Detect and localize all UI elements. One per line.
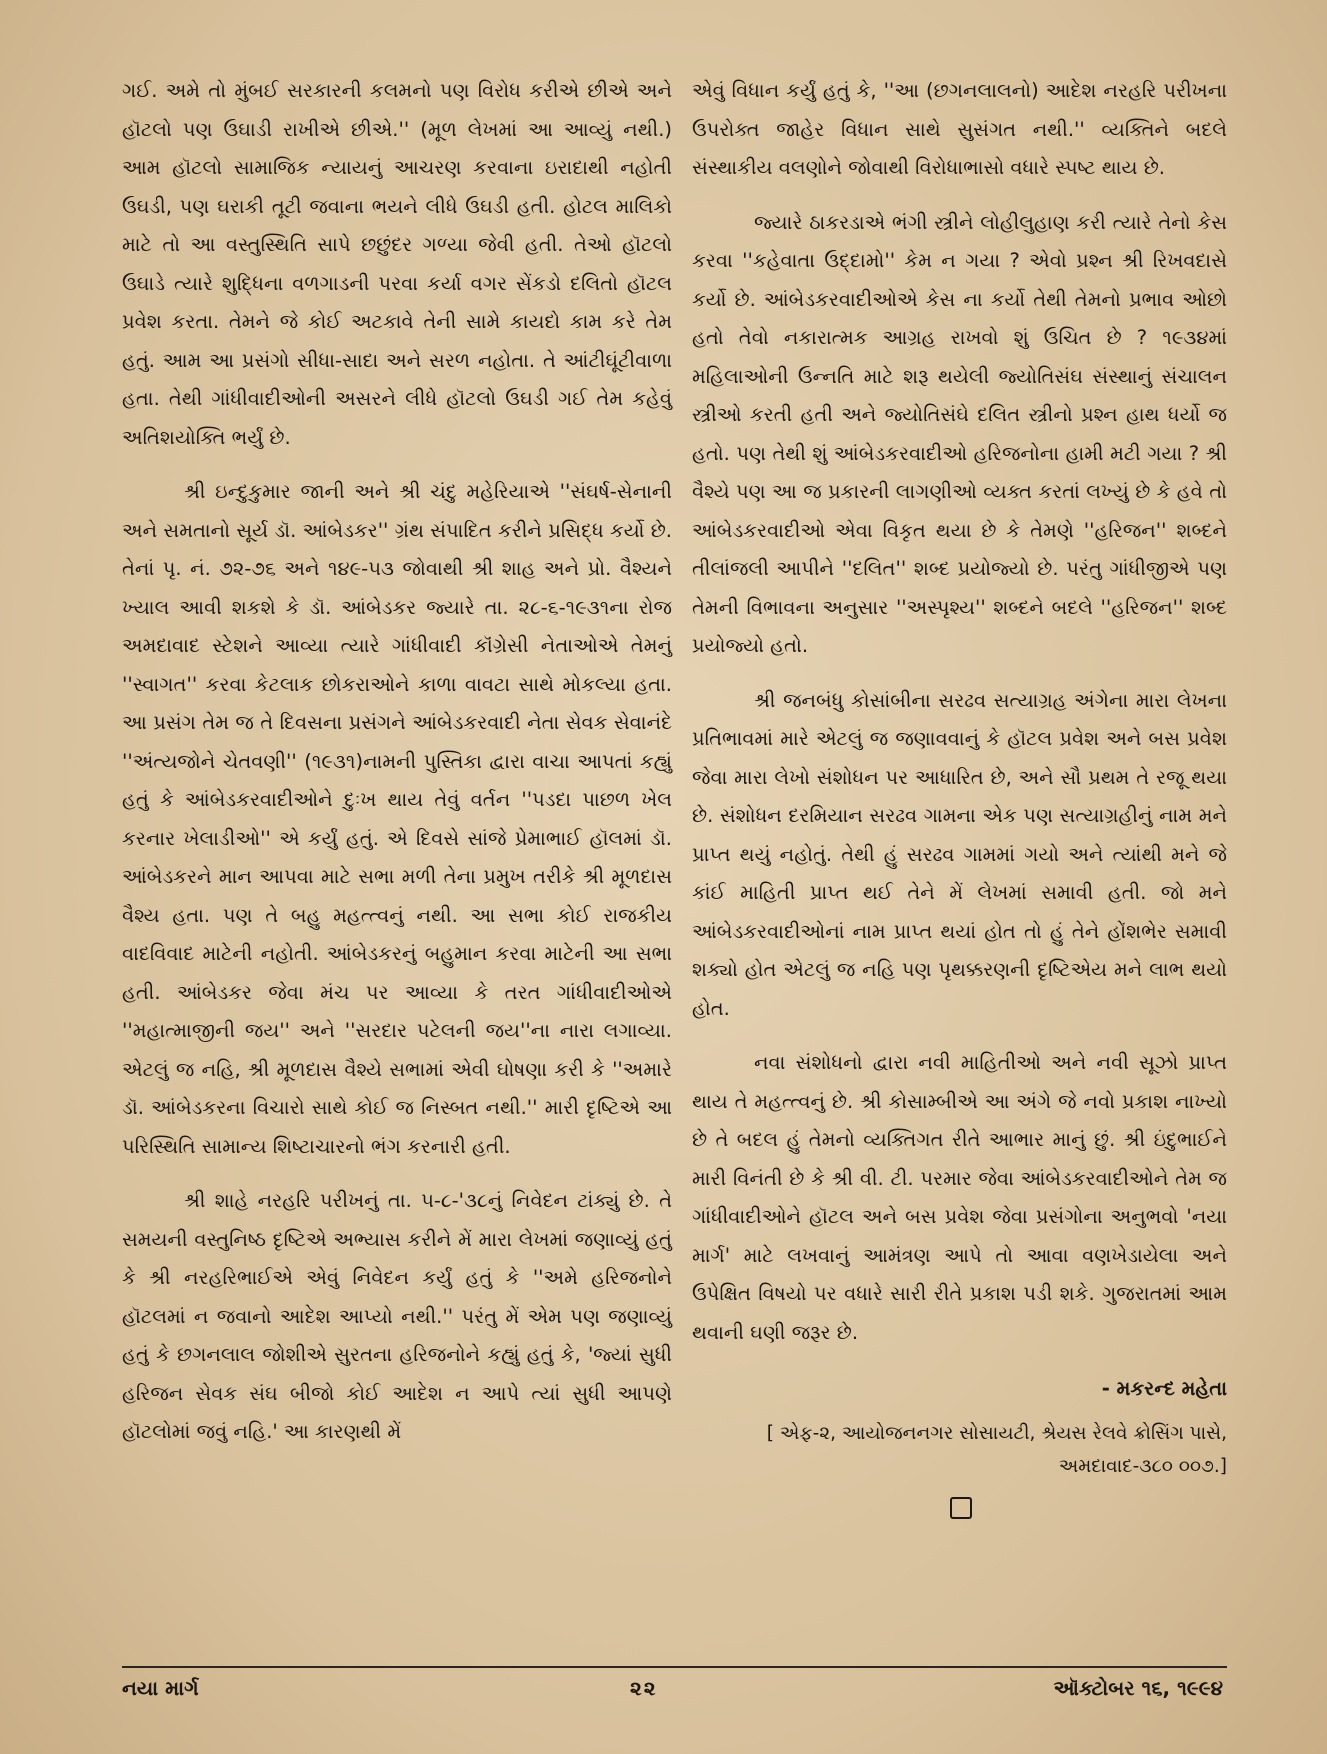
- right-column: [692, 72, 1227, 1519]
- footer-magazine-name: નયા માર્ગ: [122, 1676, 199, 1700]
- left-paragraph-2: શ્રી ઇન્દુકુમાર જાની અને શ્રી ચંદુ મહેરિયાએ ''સંઘર્ષ-સેનાની અને સમતાનો સૂર્ય ડૉ. આંબેડકર'' ગ્રંથ સંપાદિત કરીને પ્રસિદ્ધ કર્યો છે. તેનાં પૃ. નં. ૭૨-૭૬ અને ૧૪૯-૫૩ જોવાથી શ્રી શાહ અને પ્રો. વૈશ્યને ખ્યાલ આવી શકશે કે ડૉ. આંબેડકર જ્યારે તા. ૨૮-૬-૧૯૩૧ના રોજ અમદાવાદ સ્ટેશને આવ્યા ત્યારે ગાંધીવાદી કૉંગ્રેસી નેતાઓએ તેમનું ''સ્વાગત'' કરવા કેટલાક છોકરાઓને કાળા વાવટા સાથે મોકલ્યા હતા. આ પ્રસંગ તેમ જ તે દિવસના પ્રસંગને આંબેડકરવાદી નેતા સેવક સેવાનંદે ''અંત્યજોને ચેતવણી'' (૧૯૩૧)નામની પુસ્તિકા દ્વારા વાચા આપતાં કહ્યું હતું કે આંબેડકરવાદીઓને દુઃખ થાય તેવું વર્તન ''પડદા પાછળ ખેલ કરનાર ખેલાડીઓ'' એ કર્યું હતું. એ દિવસે સાંજે પ્રેમાભાઈ હૉલમાં ડૉ. આંબેડકરને માન આપવા માટે સભા મળી તેના પ્રમુખ તરીકે શ્રી મૂળદાસ વૈશ્ય હતા. પણ તે બહુ મહત્ત્વનું નથી. આ સભા કોઈ રાજકીય વાદવિવાદ માટેની નહોતી. આંબેડકરનું બહુમાન કરવા માટેની આ સભા હતી. આંબેડકર જેવા મંચ પર આવ્યા કે તરત ગાંધીવાદીઓએ ''મહાત્માજીની જય'' અને ''સરદાર પટેલની જય''ના નારા લગાવ્યા. એટલું જ નહિ, શ્રી મૂળદાસ વૈશ્યે સભામાં એવી ઘોષણા કરી કે ''અમારે ડૉ. આંબેડકરના વિચારો સાથે કોઈ જ નિસ્બત નથી.'' મારી દૃષ્ટિએ આ પરિસ્થિતિ સામાન્ય શિષ્ટાચારનો ભંગ કરનારી હતી.: [122, 480, 672, 1158]
- left-paragraph-3: શ્રી શાહે નરહરિ પરીખનું તા. ૫-૮-'૩૮નું નિવેદન ટાંક્યું છે. તે સમયની વસ્તુનિષ્ઠ દૃષ્ટિએ અભ્યાસ કરીને મેં મારા લેખમાં જણાવ્યું હતું કે શ્રી નરહરિભાઈએ એવું નિવેદન કર્યું હતું કે ''અમે હરિજનોને હૉટલમાં ન જવાનો આદેશ આપ્યો નથી.'' પરંતુ મેં એમ પણ જણાવ્યું હતું કે છગનલાલ જોશીએ સુરતના હરિજનોને કહ્યું હતું કે, 'જ્યાં સુધી હરિજન સેવક સંઘ બીજો કોઈ આદેશ ન આપે ત્યાં સુધી આપણે હૉટલોમાં જવું નહિ.' આ કારણથી મેં: [122, 1189, 672, 1443]
- author-address: [692, 1417, 1227, 1483]
- footer-issue-date: ઑક્ટોબર ૧૬, ૧૯૯૪: [1053, 1676, 1223, 1700]
- right-paragraph-4: નવા સંશોધનો દ્વારા નવી માહિતીઓ અને નવી સૂઝો પ્રાપ્ત થાય તે મહત્ત્વનું છે. શ્રી કોસામ્બીએ આ અંગે જે નવો પ્રકાશ નાખ્યો છે તે બદલ હું તેમનો વ્યક્તિગત રીતે આભાર માનું છું. શ્રી ઇંદુભાઈને મારી વિનંતી છે કે શ્રી વી. ટી. પરમાર જેવા આંબેડકરવાદીઓને તેમ જ ગાંધીવાદીઓને હૉટલ અને બસ પ્રવેશ જેવા પ્રસંગોના અનુભવો 'નયા માર્ગ' માટે લખવાનું આમંત્રણ આપે તો આવા વણખેડાયેલા અને ઉપેક્ષિત વિષયો પર વધારે સારી રીતે પ્રકાશ પડી શકે. ગુજરાતમાં આમ થવાની ઘણી જરૂર છે.: [692, 1051, 1227, 1344]
- right-paragraph-2: જ્યારે ઠાકરડાએ ભંગી સ્ત્રીને લોહીલુહાણ કરી ત્યારે તેનો કેસ કરવા ''કહેવાતા ઉદ્દામો'' કેમ ન ગયા ? એવો પ્રશ્ન શ્રી રિખવદાસે કર્યો છે. આંબેડકરવાદીઓએ કેસ ના કર્યો તેથી તેમનો પ્રભાવ ઓછો હતો તેવો નકારાત્મક આગ્રહ રાખવો શું ઉચિત છે ? ૧૯૩૪માં મહિલાઓની ઉન્નતિ માટે શરૂ થયેલી જ્યોતિસંઘ સંસ્થાનું સંચાલન સ્ત્રીઓ કરતી હતી અને જ્યોતિસંઘે દલિત સ્ત્રીનો પ્રશ્ન હાથ ધર્યો જ હતો. પણ તેથી શું આંબેડકરવાદીઓ હરિજનોના હામી મટી ગયા ? શ્રી વૈશ્યે પણ આ જ પ્રકારની લાગણીઓ વ્યક્ત કરતાં લખ્યું છે કે હવે તો આંબેડકરવાદીઓ એવા વિકૃત થયા છે કે તેમણે ''હરિજન'' શબ્દને તીલાંજલી આપીને ''દલિત'' શબ્દ પ્રયોજ્યો છે. પરંતુ ગાંધીજીએ પણ તેમની વિભાવના અનુસાર ''અસ્પૃશ્ય'' શબ્દને બદલે ''હરિજન'' શબ્દ પ્રયોજ્યો હતો.: [692, 210, 1227, 657]
- right-paragraph-3: શ્રી જનબંધુ કોસાંબીના સરઢવ સત્યાગ્રહ અંગેના મારા લેખના પ્રતિભાવમાં મારે એટલું જ જણાવવાનું કે હૉટલ પ્રવેશ અને બસ પ્રવેશ જેવા મારા લેખો સંશોધન પર આધારિત છે, અને સૌ પ્રથમ તે રજૂ થયા છે. સંશોધન દરમિયાન સરઢવ ગામના એક પણ સત્યાગ્રહીનું નામ મને પ્રાપ્ત થયું નહોતું. તેથી હું સરઢવ ગામમાં ગયો અને ત્યાંથી મને જે કાંઈ માહિતી પ્રાપ્ત થઈ તેને મેં લેખમાં સમાવી હતી. જો મને આંબેડકરવાદીઓનાં નામ પ્રાપ્ત થયાં હોત તો હું તેને હોંશભેર સમાવી શક્યો હોત એટલું જ નહિ પણ પૃથક્કરણની દૃષ્ટિએય મને લાભ થયો હોત.: [692, 688, 1227, 1020]
- left-column: [122, 72, 672, 1452]
- footer-page-number: ૨૨: [630, 1676, 658, 1700]
- end-of-article-mark: [950, 1497, 972, 1519]
- footer-divider: [122, 1666, 1227, 1668]
- author-signature: - મકરન્દ મહેતા: [1101, 1377, 1227, 1400]
- address-line-2: અમદાવાદ-૩૮૦ ૦૦૭.]: [1058, 1455, 1227, 1477]
- right-paragraph-1: એવું વિધાન કર્યું હતું કે, ''આ (છગનલાલનો) આદેશ નરહરિ પરીખના ઉપરોક્ત જાહેર વિધાન સાથે સુસંગત નથી.'' વ્યક્તિને બદલે સંસ્થાકીય વલણોને જોવાથી વિરોધાભાસો વધારે સ્પષ્ટ થાય છે.: [692, 79, 1227, 179]
- address-line-1: [ એફ-૨, આયોજનનગર સોસાયટી, શ્રેયસ રેલવે ક્રોસિંગ પાસે,: [766, 1422, 1227, 1444]
- left-paragraph-1: ગઈ. અમે તો મુંબઈ સરકારની કલમનો પણ વિરોધ કરીએ છીએ અને હૉટલો પણ ઉઘાડી રાખીએ છીએ.'' (મૂળ લેખમાં આ આવ્યું નથી.) આમ હૉટલો સામાજિક ન્યાયનું આચરણ કરવાના ઇરાદાથી નહોતી ઉઘડી, પણ ઘરાકી તૂટી જવાના ભયને લીધે ઉઘડી હતી. હોટલ માલિકો માટે તો આ વસ્તુસ્થિતિ સાપે છછુંદર ગળ્યા જેવી હતી. તેઓ હૉટલો ઉઘાડે ત્યારે શુદ્ધિના વળગાડની પરવા કર્યા વગર સેંકડો દલિતો હૉટલ પ્રવેશ કરતા. તેમને જે કોઈ અટકાવે તેની સામે કાયદો કામ કરે તેમ હતું. આમ આ પ્રસંગો સીધા-સાદા અને સરળ નહોતા. તે આંટીઘૂંટીવાળા હતા. તેથી ગાંધીવાદીઓની અસરને લીધે હૉટલો ઉઘડી ગઈ તેમ કહેવું અતિશયોક્તિ ભર્યું છે.: [122, 79, 672, 449]
